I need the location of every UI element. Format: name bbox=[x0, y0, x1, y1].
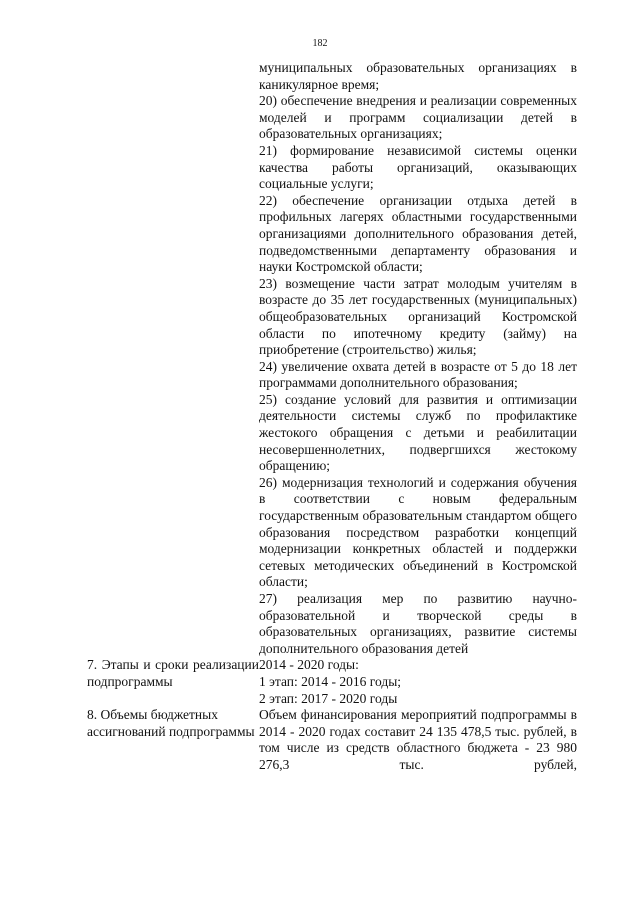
stage-line: 2 этап: 2017 - 2020 годы bbox=[259, 690, 398, 706]
stages-cell bbox=[259, 657, 577, 707]
task-item: 26) модернизация технологий и содержания обучения в соответствии с новым федеральным государственным образовательным стандартом общего образования посредством разработки концепций модернизации конкретных областей и поддержки сетевых методических объединений в Костромской области; bbox=[259, 474, 577, 590]
task-item: 21) формирование независимой системы оценки качества работы организаций, оказывающих социальные услуги; bbox=[259, 142, 577, 192]
passport-table bbox=[87, 60, 577, 774]
task-item: 23) возмещение части затрат молодым учителям в возрасте до 35 лет государственных (муниципальных) общеобразовательных организаций Костромской области по ипотечному кредиту (займу) на приобретение (строительство) жилья; bbox=[259, 275, 577, 358]
row-tasks-continuation bbox=[87, 60, 577, 657]
page-number: 182 bbox=[312, 38, 328, 49]
task-item: 20) обеспечение внедрения и реализации современных моделей и программ социализации детей в образовательных организациях; bbox=[259, 93, 577, 142]
task-item: 24) увеличение охвата детей в возрасте от 5 до 18 лет программами дополнительного образования; bbox=[259, 358, 577, 391]
stage-line: 2014 - 2020 годы: bbox=[259, 657, 359, 673]
empty-label-cell bbox=[87, 60, 259, 657]
row-budget bbox=[87, 707, 577, 773]
row-stages bbox=[87, 657, 577, 707]
stages-label: 7. Этапы и сроки реализации подпрограммы bbox=[87, 657, 259, 689]
stage-line: 1 этап: 2014 - 2016 годы; bbox=[259, 673, 402, 689]
task-item: 25) создание условий для развития и оптимизации деятельности системы служб по профилактике жестокого обращения с детьми и реабилитации несовершеннолетних, подвергшихся жестокому обращению; bbox=[259, 391, 577, 474]
budget-text: Объем финансирования мероприятий подпрограммы в 2014 - 2020 годах составит 24 135 478,5 тыс. рублей, в том числе из средств областного бюджета - 23 980 276,3 тыс. рублей, bbox=[259, 707, 577, 772]
tasks-cell bbox=[259, 60, 577, 657]
task-item: 22) обеспечение организации отдыха детей в профильных лагерях областными государственными организациями дополнительного образования детей, подведомственными департаменту образования и науки Костромской области; bbox=[259, 192, 577, 275]
task-item: 27) реализация мер по развитию научно-образовательной и творческой среды в образовательных организациях, развитие системы дополнительного образования детей bbox=[259, 591, 577, 656]
budget-label: 8. Объемы бюджетных ассигнований подпрограммы bbox=[87, 707, 255, 739]
budget-cell bbox=[259, 707, 577, 773]
task-item: муниципальных образовательных организациях в каникулярное время; bbox=[259, 60, 577, 92]
